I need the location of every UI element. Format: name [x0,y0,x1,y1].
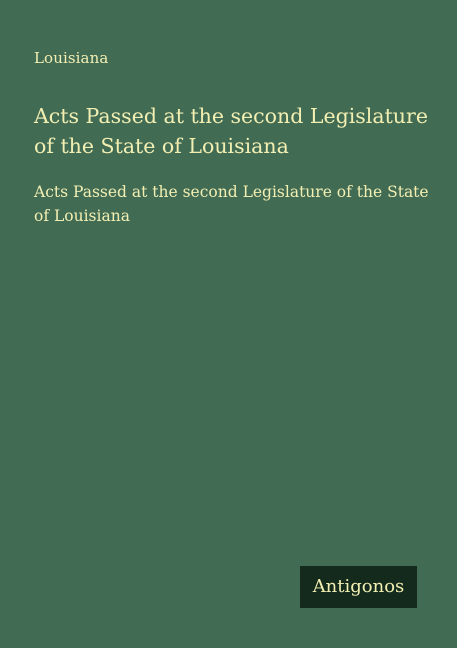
author-name: Louisiana [34,49,109,67]
publisher-badge [300,566,417,608]
book-subtitle: Acts Passed at the second Legislature of the State of Louisiana [34,183,429,225]
publisher-name: Antigonos [312,576,405,597]
book-title: Acts Passed at the second Legislature of the State of Louisiana [34,104,428,158]
